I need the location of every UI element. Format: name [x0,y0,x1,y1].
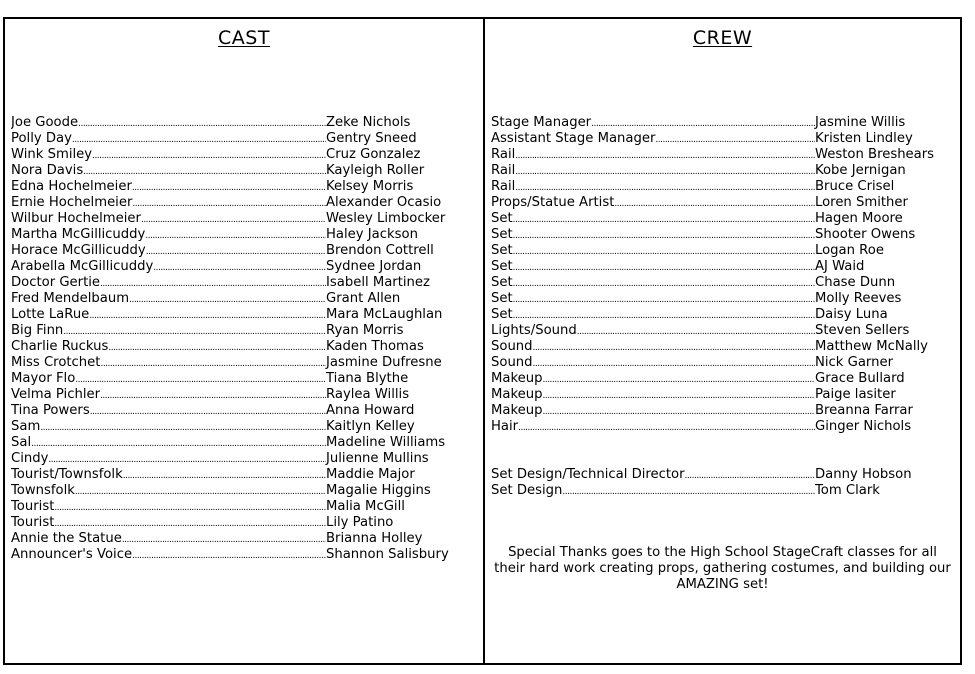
cast-entry [11,163,449,179]
cast-role: Joe Goode [11,115,79,130]
cast-entry [11,195,449,211]
crew-role-cell [491,227,815,244]
cast-entry [11,323,449,339]
crew-entry [491,211,934,227]
crew-role: Makeup [491,387,543,402]
dot-leader [591,116,815,132]
cast-role-cell [11,451,326,468]
crew-entry [491,179,934,195]
dot-leader [132,180,326,196]
cast-entry [11,435,449,451]
dot-leader [513,260,815,276]
dot-leader [40,420,326,436]
crew-role: Set [491,307,513,322]
crew-role-cell [491,291,815,308]
crew-role: Lights/Sound [491,323,577,338]
dot-leader [92,148,326,164]
crew-name: Hagen Moore [815,211,903,226]
crew-name: Weston Breshears [815,147,935,162]
design-name: Tom Clark [815,483,880,498]
cast-role-cell [11,147,326,164]
crew-role-cell [491,147,815,164]
crew-role-cell [491,243,815,260]
crew-list [491,115,934,499]
crew-entry [491,227,934,243]
cast-role-cell [11,195,326,212]
crew-entry [491,131,934,147]
crew-role-cell [491,355,815,372]
crew-role-cell [491,323,815,340]
crew-entry [491,275,934,291]
cast-role-cell [11,467,326,484]
crew-heading: CREW [692,27,753,49]
cast-role-cell [11,163,326,180]
crew-role-cell [491,259,815,276]
crew-role: Set [491,243,513,258]
crew-panel [485,19,960,663]
dot-leader [533,340,815,356]
cast-name: Alexander Ocasio [326,195,442,210]
cast-role-cell [11,515,326,532]
cast-entry [11,339,449,355]
cast-entry [11,147,449,163]
crew-entry [491,163,934,179]
cast-role: Edna Hochelmeier [11,179,132,194]
crew-role: Rail [491,179,516,194]
crew-role-cell [491,387,815,404]
dot-leader [122,532,326,548]
cast-role-cell [11,403,326,420]
cast-role-cell [11,179,326,196]
crew-entry [491,403,934,419]
cast-entry [11,227,449,243]
crew-role-cell [491,307,815,324]
cast-name: Haley Jackson [326,227,418,242]
cast-role: Lotte LaRue [11,307,90,322]
crew-name: Steven Sellers [815,323,910,338]
cast-role: Ernie Hochelmeier [11,195,133,210]
cast-role: Arabella McGillicuddy [11,259,154,274]
cast-name: Kaitlyn Kelley [326,419,415,434]
cast-entry [11,307,449,323]
cast-role: Tourist/Townsfolk [11,467,123,482]
crew-entry [491,195,934,211]
cast-name: Lily Patino [326,515,394,530]
crew-entry [491,147,934,163]
dot-leader [54,516,326,532]
dot-leader [515,164,815,180]
cast-role: Velma Pichler [11,387,101,402]
cast-heading: CAST [218,27,270,49]
crew-name: Paige lasiter [815,387,896,402]
dot-leader [141,212,326,228]
dot-leader [123,468,326,484]
dot-leader [78,116,326,132]
design-name: Danny Hobson [815,467,912,482]
cast-role: Doctor Gertie [11,275,101,290]
dot-leader [75,484,326,500]
crew-role-cell [491,131,815,148]
cast-entry [11,179,449,195]
cast-role-cell [11,307,326,324]
dot-leader [31,436,326,452]
cast-name: Maddie Major [326,467,415,482]
dot-leader [132,196,326,212]
cast-name: Tiana Blythe [326,371,409,386]
cast-role-cell [11,499,326,516]
crew-name: Kobe Jernigan [815,163,906,178]
program-frame [3,17,962,665]
crew-role: Set [491,275,513,290]
cast-entry [11,291,449,307]
design-entry [491,483,934,499]
cast-role: Sam [11,419,41,434]
crew-role-cell [491,403,815,420]
crew-name: Grace Bullard [815,371,905,386]
cast-role-cell [11,355,326,372]
dot-leader [100,276,326,292]
crew-name: Ginger Nichols [815,419,912,434]
crew-name: Jasmine Willis [815,115,906,130]
dot-leader [518,420,815,436]
cast-name: Cruz Gonzalez [326,147,421,162]
crew-name: Chase Dunn [815,275,896,290]
cast-panel [5,19,485,663]
cast-entry [11,387,449,403]
cast-entry [11,467,449,483]
cast-entry [11,371,449,387]
crew-role: Makeup [491,371,543,386]
crew-name: Nick Garner [815,355,893,370]
dot-leader [577,324,815,340]
crew-entry [491,339,934,355]
cast-name: Brendon Cottrell [326,243,434,258]
cast-entry [11,403,449,419]
cast-entry [11,499,449,515]
dot-leader [685,468,815,484]
cast-name: Ryan Morris [326,323,404,338]
crew-entry [491,243,934,259]
crew-role: Hair [491,419,519,434]
crew-entry [491,291,934,307]
crew-role: Set [491,291,513,306]
cast-name: Kelsey Morris [326,179,414,194]
crew-entry [491,371,934,387]
dot-leader [513,276,815,292]
crew-name: Shooter Owens [815,227,916,242]
dot-leader [513,212,815,228]
dot-leader [542,404,815,420]
cast-role: Big Finn [11,323,64,338]
cast-role-cell [11,435,326,452]
cast-role: Announcer's Voice [11,547,133,562]
dot-leader [515,148,815,164]
cast-name: Sydnee Jordan [326,259,422,274]
cast-role-cell [11,227,326,244]
cast-entry [11,115,449,131]
design-entry [491,467,934,483]
crew-role: Set [491,227,513,242]
crew-role: Sound [491,355,533,370]
dot-leader [513,292,815,308]
dot-leader [614,196,815,212]
crew-name: Matthew McNally [815,339,928,354]
crew-role-cell [491,163,815,180]
cast-role: Miss Crotchet [11,355,101,370]
cast-role-cell [11,531,326,548]
cast-role-cell [11,211,326,228]
cast-entry [11,275,449,291]
design-role-cell [491,483,815,500]
list-spacer [491,435,934,467]
cast-role-cell [11,419,326,436]
crew-role: Stage Manager [491,115,592,130]
crew-entry [491,387,934,403]
cast-role: Mayor Flo [11,371,76,386]
cast-role-cell [11,547,326,564]
crew-role-cell [491,179,815,196]
cast-entry [11,355,449,371]
cast-role-cell [11,131,326,148]
cast-entry [11,547,449,563]
dot-leader [153,260,326,276]
cast-role-cell [11,483,326,500]
cast-name: Jasmine Dufresne [326,355,442,370]
crew-role-cell [491,371,815,388]
cast-role: Wilbur Hochelmeier [11,211,141,226]
cast-role-cell [11,259,326,276]
dot-leader [562,484,815,500]
cast-role: Townsfolk [11,483,75,498]
cast-role: Fred Mendelbaum [11,291,130,306]
dot-leader [100,356,326,372]
crew-name: Breanna Farrar [815,403,913,418]
cast-role: Nora Davis [11,163,84,178]
crew-entry [491,419,934,435]
cast-role: Tourist [11,515,55,530]
crew-role-cell [491,275,815,292]
crew-role: Rail [491,163,516,178]
dot-leader [655,132,815,148]
crew-name: Kristen Lindley [815,131,913,146]
cast-name: Brianna Holley [326,531,423,546]
cast-name: Shannon Salisbury [326,547,449,562]
cast-role-cell [11,243,326,260]
crew-role-cell [491,195,815,212]
dot-leader [100,388,326,404]
crew-name: Molly Reeves [815,291,902,306]
cast-role-cell [11,339,326,356]
cast-name: Gentry Sneed [326,131,417,146]
cast-role: Annie the Statue [11,531,122,546]
cast-entry [11,531,449,547]
dot-leader [108,340,326,356]
cast-role: Charlie Ruckus [11,339,109,354]
crew-role: Makeup [491,403,543,418]
dot-leader [533,356,815,372]
crew-role-cell [491,339,815,356]
dot-leader [83,164,326,180]
dot-leader [515,180,815,196]
crew-entry [491,307,934,323]
crew-role: Assistant Stage Manager [491,131,656,146]
crew-name: Daisy Luna [815,307,888,322]
crew-role: Rail [491,147,516,162]
dot-leader [542,372,815,388]
cast-role-cell [11,115,326,132]
cast-role: Horace McGillicuddy [11,243,146,258]
dot-leader [48,452,326,468]
dot-leader [54,500,326,516]
dot-leader [89,308,326,324]
cast-entry [11,515,449,531]
cast-role: Tina Powers [11,403,90,418]
dot-leader [72,132,326,148]
crew-role-cell [491,211,815,228]
cast-name: Julienne Mullins [326,451,429,466]
cast-role-cell [11,387,326,404]
cast-name: Isabell Martinez [326,275,430,290]
cast-role-cell [11,371,326,388]
cast-role: Wink Smiley [11,147,93,162]
cast-role-cell [11,291,326,308]
cast-role-cell [11,275,326,292]
dot-leader [129,292,326,308]
design-role: Set Design [491,483,563,498]
crew-role-cell [491,419,815,436]
cast-role-cell [11,323,326,340]
cast-entry [11,211,449,227]
cast-name: Kayleigh Roller [326,163,425,178]
dot-leader [145,228,326,244]
crew-role: Props/Statue Artist [491,195,615,210]
cast-role: Cindy [11,451,49,466]
crew-name: Bruce Crisel [815,179,895,194]
cast-list [11,115,449,563]
crew-role-cell [491,115,815,132]
cast-entry [11,419,449,435]
cast-name: Malia McGill [326,499,405,514]
cast-role: Martha McGillicuddy [11,227,146,242]
cast-entry [11,131,449,147]
dot-leader [513,308,815,324]
dot-leader [90,404,326,420]
cast-name: Anna Howard [326,403,415,418]
design-role: Set Design/Technical Director [491,467,685,482]
special-thanks: Special Thanks goes to the High School StageCraft classes for all their hard work creating props, gathering costumes, and building our AMAZING set! [494,545,951,592]
dot-leader [513,228,815,244]
cast-entry [11,259,449,275]
cast-name: Zeke Nichols [326,115,411,130]
crew-name: Logan Roe [815,243,884,258]
cast-role: Tourist [11,499,55,514]
crew-entry [491,355,934,371]
crew-entry [491,259,934,275]
cast-name: Wesley Limbocker [326,211,446,226]
cast-entry [11,243,449,259]
dot-leader [542,388,815,404]
dot-leader [63,324,326,340]
dot-leader [132,548,326,564]
cast-name: Kaden Thomas [326,339,424,354]
cast-entry [11,483,449,499]
cast-role: Polly Day [11,131,72,146]
crew-name: AJ Waid [815,259,865,274]
dot-leader [513,244,815,260]
crew-role: Set [491,211,513,226]
crew-role: Sound [491,339,533,354]
crew-entry [491,115,934,131]
cast-name: Raylea Willis [326,387,410,402]
cast-entry [11,451,449,467]
design-role-cell [491,467,815,484]
cast-name: Mara McLaughlan [326,307,443,322]
cast-role: Sal [11,435,32,450]
crew-name: Loren Smither [815,195,908,210]
crew-entry [491,323,934,339]
crew-role: Set [491,259,513,274]
cast-name: Grant Allen [326,291,401,306]
cast-name: Magalie Higgins [326,483,431,498]
dot-leader [146,244,326,260]
dot-leader [75,372,326,388]
cast-name: Madeline Williams [326,435,446,450]
